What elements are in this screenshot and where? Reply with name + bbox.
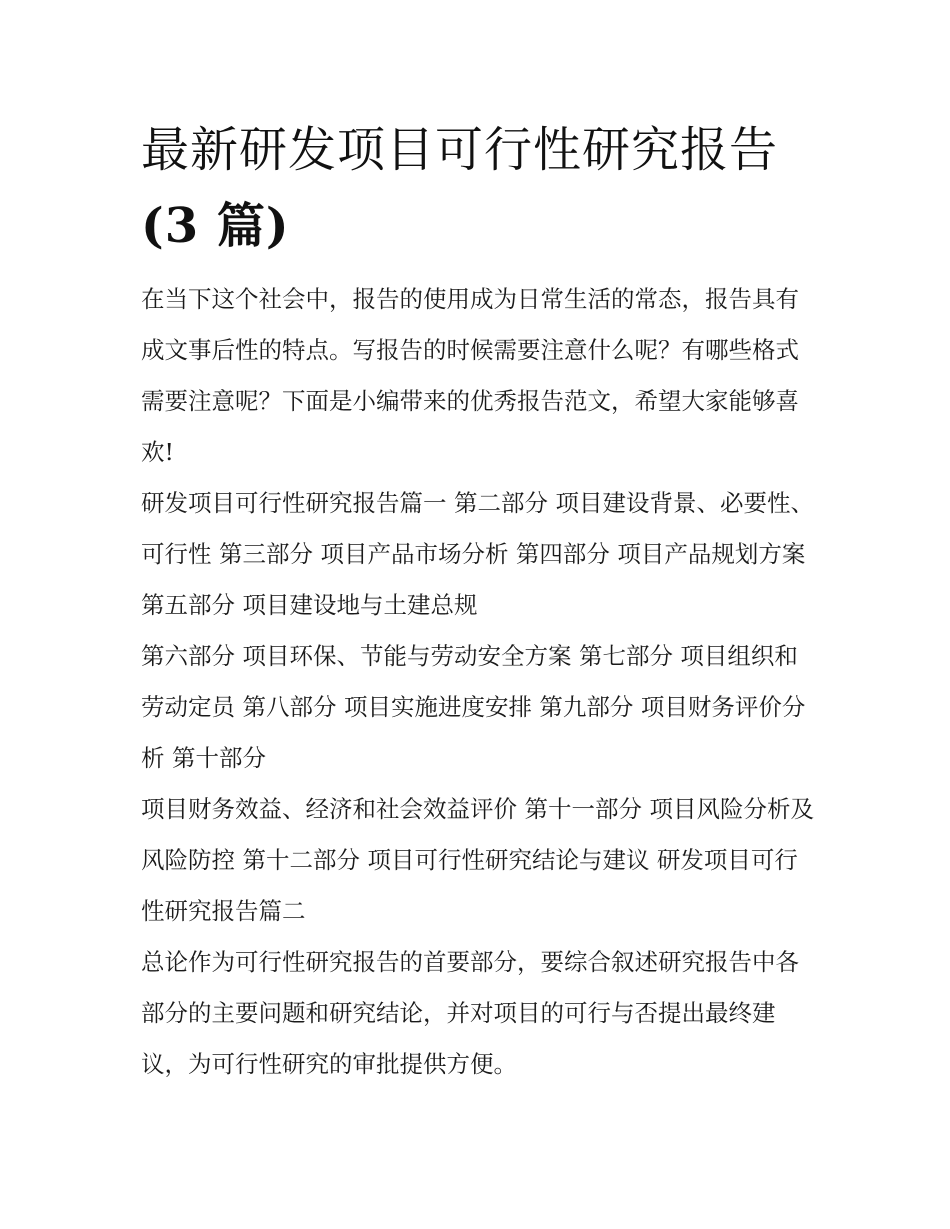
body-text bbox=[141, 274, 821, 1090]
title-line-1: 最新研发项目可行性研究报告 bbox=[141, 122, 779, 178]
paragraph-section-list-1: 研发项目可行性研究报告篇一 第二部分 项目建设背景、必要性、可行性 第三部分 项目产品市场分析 第四部分 项目产品规划方案 第五部分 项目建设地与土建总规 bbox=[141, 489, 814, 619]
title-line-2: (3 篇) bbox=[141, 198, 290, 254]
paragraph-section-list-2: 第六部分 项目环保、节能与劳动安全方案 第七部分 项目组织和劳动定员 第八部分 项目实施进度安排 第九部分 项目财务评价分析 第十部分 bbox=[141, 642, 806, 772]
intro-paragraph: 在当下这个社会中，报告的使用成为日常生活的常态，报告具有成文事后性的特点。写报告的时候需要注意什么呢？有哪些格式需要注意呢？下面是小编带来的优秀报告范文，希望大家能够喜欢! bbox=[141, 285, 799, 466]
page-title bbox=[141, 112, 821, 264]
paragraph-general-summary: 总论作为可行性研究报告的首要部分，要综合叙述研究报告中各部分的主要问题和研究结论，并对项目的可行与否提出最终建议，为可行性研究的审批提供方便。 bbox=[141, 948, 799, 1078]
document-content bbox=[141, 112, 821, 1090]
paragraph-section-list-3: 项目财务效益、经济和社会效益评价 第十一部分 项目风险分析及风险防控 第十二部分 项目可行性研究结论与建议 研发项目可行性研究报告篇二 bbox=[141, 795, 814, 925]
